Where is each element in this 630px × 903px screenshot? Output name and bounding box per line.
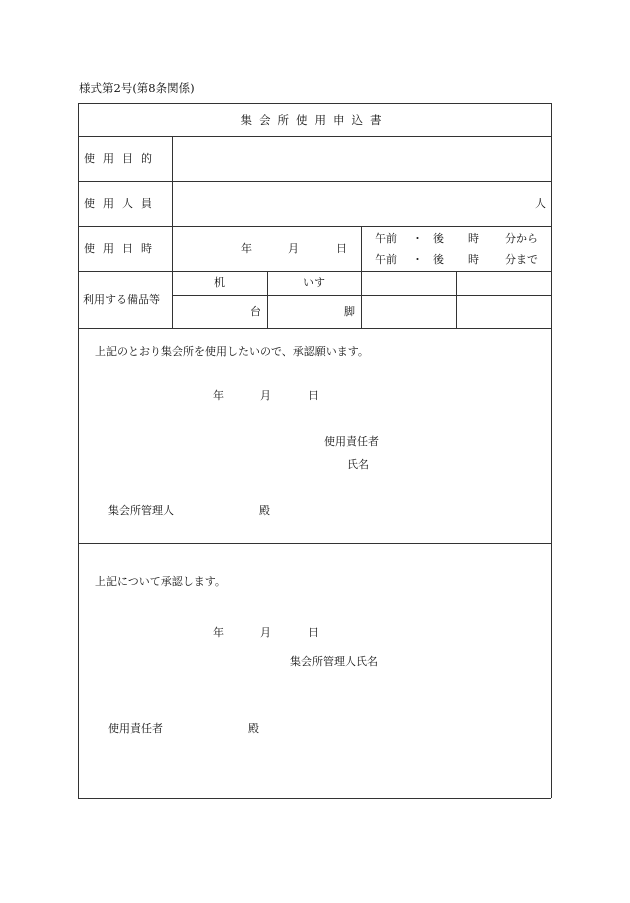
divider [78, 226, 551, 227]
people-count-field[interactable] [174, 183, 549, 225]
chair-header: いす [303, 276, 325, 289]
usage-date-field[interactable] [174, 228, 360, 270]
border-top [78, 103, 551, 104]
approval-statement: 上記について承認します。 [95, 575, 226, 588]
divider [78, 543, 551, 544]
column-divider [361, 226, 362, 328]
label-column-divider [172, 136, 173, 328]
border-right [551, 103, 552, 798]
end-minute-unit: 分まで [505, 253, 538, 266]
manager-addressee-label: 集会所管理人 [108, 504, 174, 517]
start-minute-unit: 分から [505, 232, 538, 245]
extra-equipment-field[interactable] [458, 273, 550, 327]
date-month-unit: 月 [288, 242, 299, 255]
extra-equipment-field[interactable] [363, 273, 455, 327]
responsible-name-field[interactable] [375, 454, 545, 474]
border-left [78, 103, 79, 798]
people-count-label: 使用人員 [84, 197, 160, 210]
divider [78, 136, 551, 137]
chair-unit: 脚 [344, 305, 355, 318]
end-ampm: 午前 [375, 253, 397, 266]
application-day-unit: 日 [308, 389, 319, 402]
end-separator: ・ [412, 253, 423, 266]
date-year-unit: 年 [241, 242, 252, 255]
start-separator: ・ [412, 232, 423, 245]
divider [78, 181, 551, 182]
responsible-addressee-label: 使用責任者 [108, 722, 163, 735]
approval-day-unit: 日 [308, 626, 319, 639]
application-month-unit: 月 [260, 389, 271, 402]
approval-month-unit: 月 [260, 626, 271, 639]
start-ampm: 午前 [375, 232, 397, 245]
responsible-name-label: 氏名 [347, 458, 369, 471]
people-unit: 人 [535, 197, 546, 210]
end-after: 後 [433, 253, 444, 266]
purpose-label: 使用目的 [84, 152, 160, 165]
date-day-unit: 日 [336, 242, 347, 255]
end-hour-unit: 時 [468, 253, 479, 266]
responsible-person-label: 使用責任者 [324, 435, 379, 448]
application-statement: 上記のとおり集会所を使用したいので、承認願います。 [95, 345, 369, 358]
manager-name-field[interactable] [390, 651, 545, 671]
border-bottom [78, 798, 551, 799]
responsible-honorific: 殿 [248, 722, 259, 735]
usage-datetime-label: 使用日時 [84, 242, 160, 255]
start-hour-unit: 時 [468, 232, 479, 245]
divider [78, 271, 551, 272]
column-divider [456, 271, 457, 328]
equipment-label: 利用する備品等 [83, 293, 160, 306]
purpose-field[interactable] [174, 138, 549, 180]
start-after: 後 [433, 232, 444, 245]
application-year-unit: 年 [213, 389, 224, 402]
desk-unit: 台 [250, 305, 261, 318]
divider [78, 328, 551, 329]
desk-header: 机 [214, 276, 225, 289]
manager-honorific: 殿 [259, 504, 270, 517]
form-number-label: 様式第2号(第8条関係) [79, 81, 195, 95]
manager-name-label: 集会所管理人氏名 [290, 655, 378, 668]
form-title: 集会所使用申込書 [240, 113, 389, 127]
approval-year-unit: 年 [213, 626, 224, 639]
